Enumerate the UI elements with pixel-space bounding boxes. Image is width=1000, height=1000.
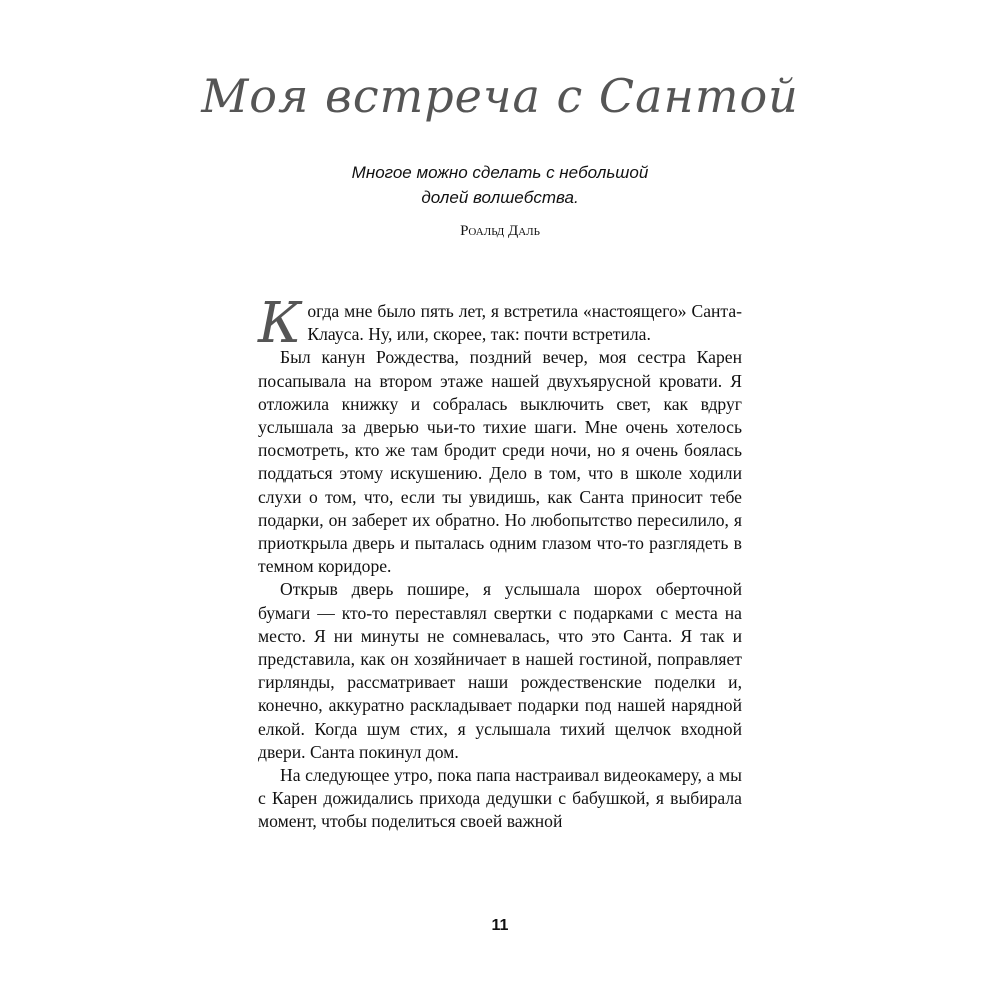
chapter-body [258,291,742,834]
paragraph-1-text: огда мне было пять лет, я встретила «настоящего» Санта-Клауса. Ну, или, скорее, так: почти встретила. [307,301,742,345]
drop-cap: К [258,291,302,356]
paragraph-1 [258,291,742,356]
page-number: 11 [491,917,509,934]
paragraph-2: Был канун Рождества, поздний вечер, моя сестра Карен посапывала на втором этаже нашей двухъярусной кровати. Я отложила книжку и собралась выключить свет, как вдруг услышала за дверью чьи-то тихие шаги. Мне очень хотелось посмотреть, кто же там бродит среди ночи, но я очень боялась поддаться этому искушению. Дело в том, что в школе ходили слухи о том, что, если ты увидишь, как Санта приносит тебе подарки, он заберет их обратно. Но любопытство пересилило, я приоткрыла дверь и пыталась одним глазом что-то разглядеть в темном коридоре. [258,347,742,577]
epigraph-quote [300,160,700,210]
epigraph-line-2: долей волшебства. [421,188,579,207]
chapter-title: Моя встреча с Сантой [201,69,799,123]
epigraph-line-1: Многое можно сделать с небольшой [351,163,649,182]
paragraph-3: Открыв дверь пошире, я услышала шорох оберточной бумаги — кто-то переставлял свертки с подарками с места на место. Я ни минуты не сомневалась, что это Санта. Я так и представила, как он хозяйничает в нашей гостиной, поправляет гирлянды, рассматривает наши рождественские поделки и, конечно, аккуратно раскладывает подарки под нашей нарядной елкой. Когда шум стих, я услышала тихий щелчок входной двери. Санта покинул дом. [258,579,742,762]
paragraph-4: На следующее утро, пока папа настраивал видеокамеру, а мы с Карен дожидались прихода дедушки с бабушкой, я выбирала момент, чтобы поделиться своей важной [258,765,742,832]
epigraph-author: Роальд Даль [460,223,540,239]
